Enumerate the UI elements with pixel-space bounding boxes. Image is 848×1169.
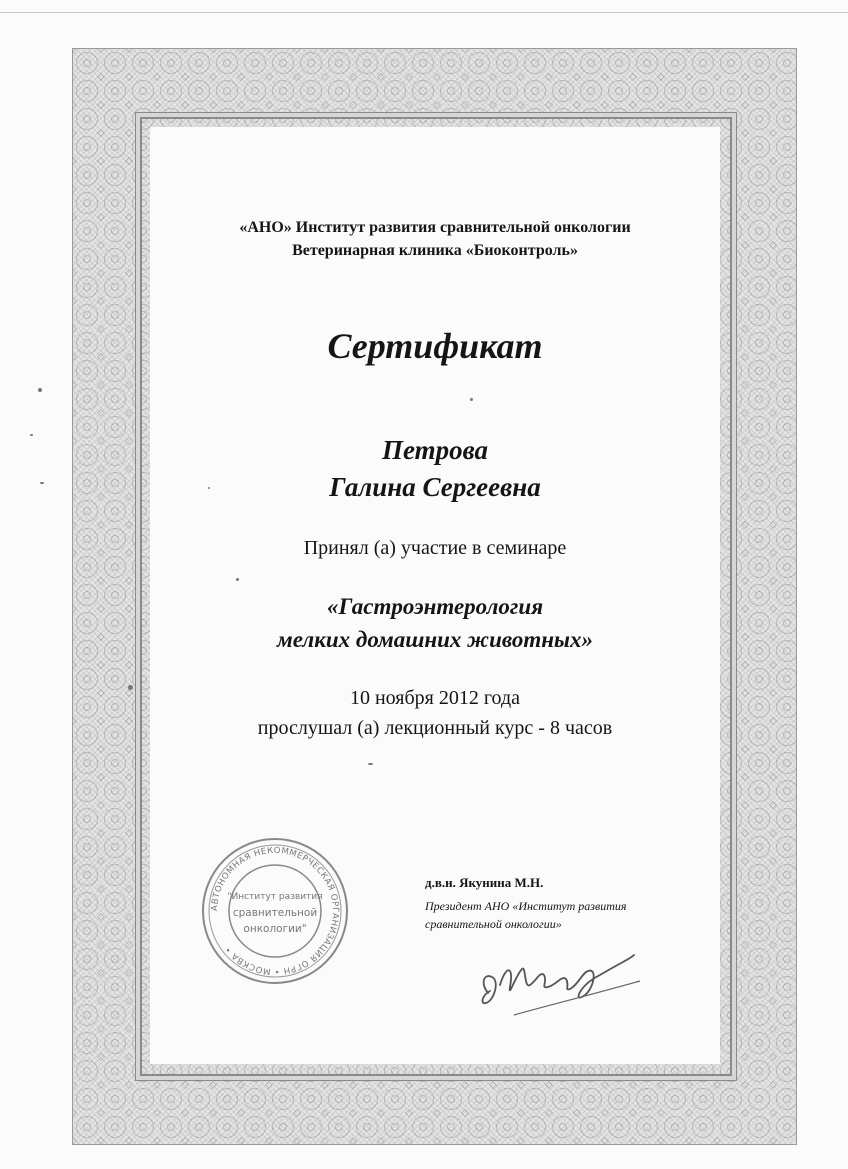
seminar-date: 10 ноября 2012 года	[349, 687, 521, 709]
course-hours: прослушал (а) лекционный курс - 8 часов	[257, 717, 613, 739]
recipient-surname: Петрова	[381, 435, 488, 465]
issuer-line-2: Ветеринарная клиника «Биоконтроль»	[292, 242, 578, 259]
certificate-title: Сертификат	[327, 326, 543, 366]
participation-text: Принял (а) участие в семинаре	[303, 537, 567, 559]
scan-edge-line	[0, 12, 848, 13]
signatory-role-line-2: сравнительной онкологии»	[425, 917, 562, 931]
stamp-ring-text: АВТОНОМНАЯ НЕКОММЕРЧЕСКАЯ ОРГАНИЗАЦИЯ ОГРН • МОСКВА •	[209, 845, 341, 977]
stamp-center-line-2: сравнительной	[232, 907, 318, 919]
stamp-center-line-3: онкологии"	[243, 923, 307, 935]
seminar-title-line-2: мелких домашних животных»	[277, 627, 593, 652]
handwritten-signature	[470, 945, 650, 1025]
issuer-line-1: «АНО» Институт развития сравнительной онкологии	[239, 219, 631, 236]
organization-stamp	[200, 836, 350, 986]
stamp-center-line-1: "Институт развития	[227, 892, 323, 902]
signatory-block	[425, 875, 725, 933]
recipient-given-name: Галина Сергеевна	[329, 472, 541, 502]
seminar-title-line-1: «Гастроэнтерология	[326, 594, 544, 619]
signatory-role-line-1: Президент АНО «Институт развития	[425, 899, 627, 913]
signatory-name: д.в.н. Якунина М.Н.	[425, 875, 544, 890]
